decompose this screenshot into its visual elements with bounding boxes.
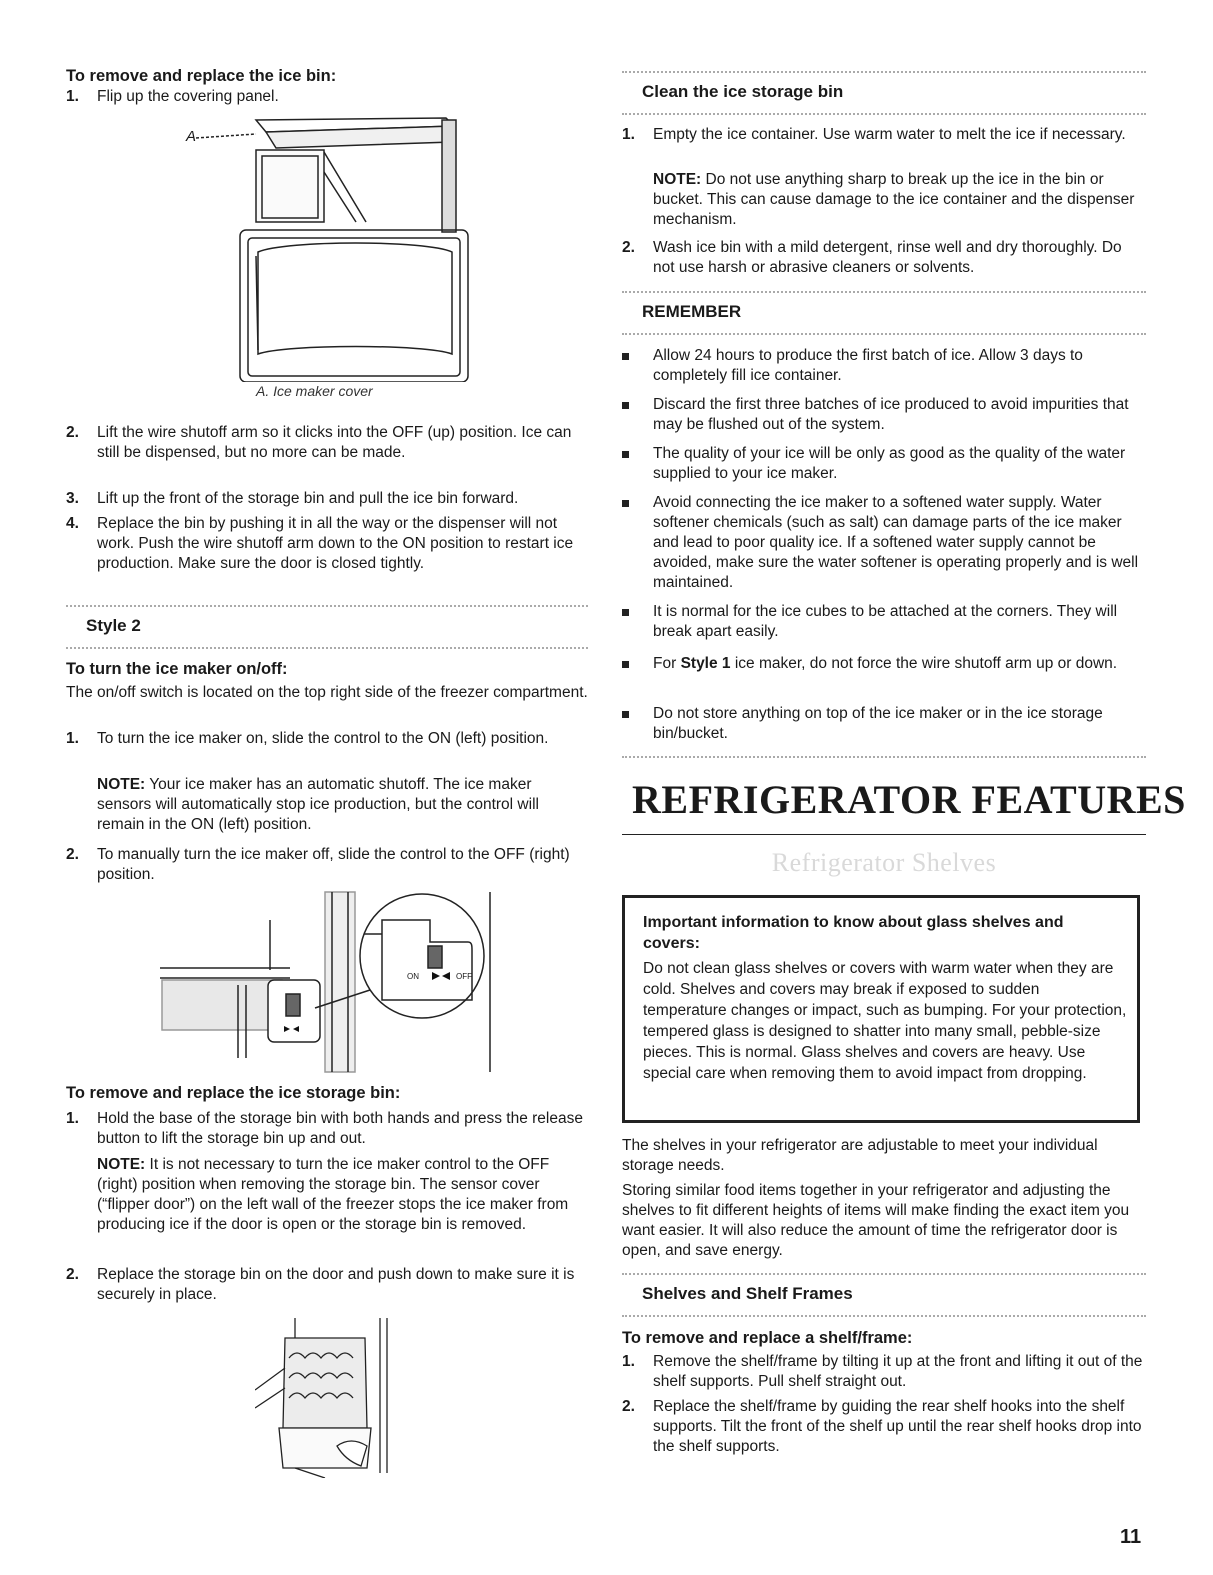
note: NOTE: Your ice maker has an automatic shutoff. The ice maker sensors will automatically stop ice production, but the control will remain in the ON (left) position.: [97, 776, 539, 833]
section-band-remember: REMEMBER: [622, 291, 1146, 335]
list-item: For Style 1 ice maker, do not force the wire shutoff arm up or down.: [622, 654, 1146, 694]
section-band-clean-bin: Clean the ice storage bin: [622, 71, 1146, 115]
remove-ice-bin-heading: To remove and replace the ice bin:: [66, 67, 337, 85]
off-label: OFF: [456, 972, 472, 981]
info-box-text: Do not clean glass shelves or covers with warm water when they are cold. Shelves and covers may break if exposed to sudden temperature changes or impact, such as bumping. For your protection, tempered glass is designed to shatter into many small, pebble-size pieces. This is normal. Glass shelves and covers are heavy. Use special care when removing them to avoid impact from dropping.: [643, 960, 1127, 1082]
bullet-icon: [622, 353, 629, 360]
bullet-icon: [622, 711, 629, 718]
section-band-shelves-frames: Shelves and Shelf Frames: [622, 1273, 1146, 1317]
remove-storage-bin-heading: To remove and replace the ice storage bin:: [66, 1084, 401, 1102]
list-item: 1. Hold the base of the storage bin with both hands and press the release button to lift the storage bin up and out.: [66, 1110, 583, 1147]
bullet-icon: [622, 451, 629, 458]
paragraph: The shelves in your refrigerator are adjustable to meet your individual storage needs.: [622, 1137, 1098, 1174]
list-item: It is normal for the ice cubes to be attached at the corners. They will break apart easily.: [622, 602, 1146, 642]
ice-maker-cover-illustration: [196, 112, 476, 382]
note: NOTE: Do not use anything sharp to break up the ice in the bin or bucket. This can cause damage to the ice container and the dispenser mechanism.: [653, 171, 1135, 228]
info-box-heading: Important information to know about glass shelves and covers:: [643, 914, 1064, 952]
section-band-style-2: Style 2: [66, 605, 588, 649]
note: NOTE: It is not necessary to turn the ice maker control to the OFF (right) position when removing the storage bin. The sensor cover (“flipper door”) on the left wall of the freezer stops the ice maker from producing ice if the door is open or the storage bin is removed.: [97, 1156, 569, 1233]
list-item: 1. To turn the ice maker on, slide the control to the ON (left) position.: [66, 730, 549, 747]
list-item: 2. To manually turn the ice maker off, slide the control to the OFF (right) position.: [66, 846, 570, 883]
important-info-box: [622, 895, 1140, 1123]
section-title: REFRIGERATOR FEATURES: [632, 777, 1186, 822]
on-label: ON: [407, 972, 419, 981]
turn-ice-maker-heading: To turn the ice maker on/off:: [66, 660, 288, 678]
list-item: Avoid connecting the ice maker to a softened water supply. Water softener chemicals (such as salt) can damage parts of the ice maker and lead to poor quality ice. If a softened water supply cannot be avoided, make sure the water softener is operating properly and is well maintained.: [622, 493, 1146, 593]
bullet-icon: [622, 609, 629, 616]
paragraph: The on/off switch is located on the top right side of the freezer compartment.: [66, 684, 588, 701]
paragraph: Storing similar food items together in your refrigerator and adjusting the shelves to fit different heights of items will make finding the exact item you want easier. It will also reduce the amount of time the refrigerator door is open, and save energy.: [622, 1182, 1130, 1259]
list-item: 1. Flip up the covering panel.: [66, 88, 279, 105]
list-item: Do not store anything on top of the ice maker or in the ice storage bin/bucket.: [622, 704, 1146, 744]
title-rule: [622, 834, 1146, 835]
remove-shelf-heading: To remove and replace a shelf/frame:: [622, 1329, 913, 1347]
list-item: The quality of your ice will be only as good as the quality of the water supplied to your ice maker.: [622, 444, 1146, 484]
bullet-icon: [622, 402, 629, 409]
list-item: 2. Replace the shelf/frame by guiding the rear shelf hooks into the shelf supports. Tilt the front of the shelf up until the rear shelf hooks drop into the shelf supports.: [622, 1398, 1142, 1455]
list-item: Discard the first three batches of ice produced to avoid impurities that may be flushed out of the system.: [622, 395, 1146, 435]
bullet-icon: [622, 661, 629, 668]
list-item: 1. Empty the ice container. Use warm water to melt the ice if necessary.: [622, 126, 1126, 143]
list-item: 4. Replace the bin by pushing it in all the way or the dispenser will not work. Push the wire shutoff arm down to the ON position to restart ice production. Make sure the door is closed tightly.: [66, 515, 574, 572]
section-subtitle: Refrigerator Shelves: [771, 848, 997, 877]
list-item: 3. Lift up the front of the storage bin and pull the ice bin forward.: [66, 490, 519, 507]
on-off-switch-illustration: [160, 890, 500, 1075]
list-item: 2. Wash ice bin with a mild detergent, rinse well and dry thoroughly. Do not use harsh or abrasive cleaners or solvents.: [622, 239, 1122, 276]
divider: [622, 756, 1146, 758]
page-number: 11: [1120, 1526, 1142, 1548]
storage-bin-illustration: [255, 1318, 405, 1478]
list-item: 1. Remove the shelf/frame by tilting it up at the front and lifting it out of the shelf supports. Pull shelf straight out.: [622, 1353, 1143, 1390]
list-item: 2. Lift the wire shutoff arm so it clicks into the OFF (up) position. Ice can still be dispensed, but no more can be made.: [66, 424, 572, 461]
list-item: 2. Replace the storage bin on the door and push down to make sure it is securely in place.: [66, 1266, 575, 1303]
figure-caption: A. Ice maker cover: [256, 383, 373, 399]
list-item: Allow 24 hours to produce the first batch of ice. Allow 3 days to completely fill ice container.: [622, 346, 1146, 386]
bullet-icon: [622, 500, 629, 507]
figure-label-a: A: [186, 128, 197, 145]
